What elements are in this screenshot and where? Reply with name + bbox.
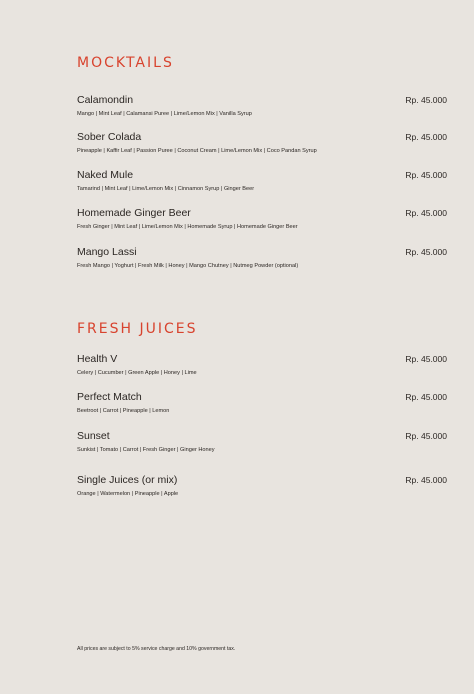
item-price: Rp. 45.000 <box>405 132 447 142</box>
item-name: Calamondin <box>77 94 134 106</box>
item-name: Single Juices (or mix) <box>77 474 178 486</box>
item-name: Sober Colada <box>77 131 142 143</box>
item-name: Homemade Ginger Beer <box>77 207 191 219</box>
price-footnote: All prices are subject to 5% service charge and 10% government tax. <box>77 646 236 652</box>
item-description: Sunkist | Tomato | Carrot | Fresh Ginger | Ginger Honey <box>77 447 215 453</box>
item-description: Mango | Mint Leaf | Calamansi Puree | Lime/Lemon Mix | Vanilla Syrup <box>77 111 252 117</box>
item-description: Celery | Cucumber | Green Apple | Honey | Lime <box>77 370 197 376</box>
item-description: Beetroot | Carrot | Pineapple | Lemon <box>77 408 170 414</box>
item-price: Rp. 45.000 <box>405 475 447 485</box>
item-name: Naked Mule <box>77 169 134 181</box>
item-name: Perfect Match <box>77 391 142 403</box>
item-name: Sunset <box>77 430 110 442</box>
item-price: Rp. 45.000 <box>405 431 447 441</box>
item-description: Fresh Mango | Yoghurt | Fresh Milk | Honey | Mango Chutney | Nutmeg Powder (optional) <box>77 263 299 269</box>
section-title-mocktails: MOCKTAILS <box>77 55 174 71</box>
item-price: Rp. 45.000 <box>405 208 447 218</box>
item-description: Pineapple | Kaffir Leaf | Passion Puree | Coconut Cream | Lime/Lemon Mix | Coco Pandan Syrup <box>77 148 317 154</box>
section-title-fresh-juices: FRESH JUICES <box>77 321 198 337</box>
item-description: Fresh Ginger | Mint Leaf | Lime/Lemon Mix | Homemade Syrup | Homemade Ginger Beer <box>77 224 298 230</box>
item-description: Tamarind | Mint Leaf | Lime/Lemon Mix | Cinnamon Syrup | Ginger Beer <box>77 186 255 192</box>
item-price: Rp. 45.000 <box>405 247 447 257</box>
item-name: Health V <box>77 353 118 365</box>
item-price: Rp. 45.000 <box>405 170 447 180</box>
item-price: Rp. 45.000 <box>405 354 447 364</box>
item-price: Rp. 45.000 <box>405 95 447 105</box>
item-name: Mango Lassi <box>77 246 137 258</box>
item-description: Orange | Watermelon | Pineapple | Apple <box>77 491 179 497</box>
item-price: Rp. 45.000 <box>405 392 447 402</box>
